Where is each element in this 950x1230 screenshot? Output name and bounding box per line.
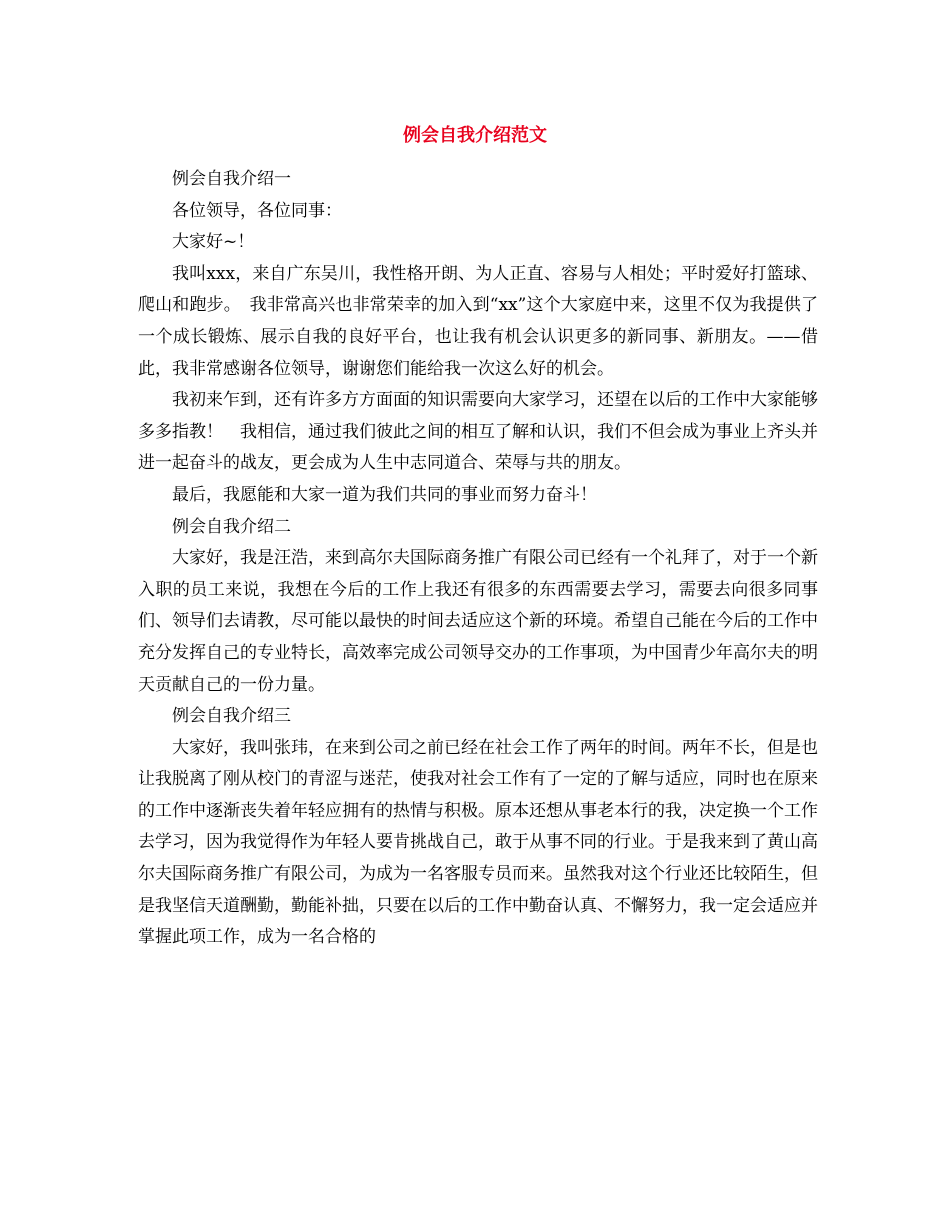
paragraph: 最后，我愿能和大家一道为我们共同的事业而努力奋斗！ — [172, 484, 597, 505]
document-title: 例会自我介绍范文 — [403, 125, 547, 146]
paragraph: 我初来乍到，还有许多方方面面的知识需要向大家学习，还望在以后的工作中大家能够多多指教！ 我相信，通过我们彼此之间的相互了解和认识，我们不但会成为事业上齐头并进一起奋斗的战友，更会成为人生中志同道合、荣辱与共的朋友。 — [138, 390, 818, 474]
document-body — [138, 164, 818, 954]
section-heading-3: 例会自我介绍三 — [172, 706, 291, 727]
salutation: 各位领导，各位同事： — [172, 200, 342, 221]
paragraph: 大家好，我叫张玮，在来到公司之前已经在社会工作了两年的时间。两年不长，但是也让我脱离了刚从校门的青涩与迷茫，使我对社会工作有了一定的了解与适应，同时也在原来的工作中逐渐丧失着年轻应拥有的热情与积极。原本还想从事老本行的我，决定换一个工作去学习，因为我觉得作为年轻人要肯挑战自己，敢于从事不同的行业。于是我来到了黄山高尔夫国际商务推广有限公司，为成为一名客服专员而来。虽然我对这个行业还比较陌生，但是我坚信天道酬勤，勤能补拙，只要在以后的工作中勤奋认真、不懈努力，我一定会适应并掌握此项工作，成为一名合格的 — [138, 737, 818, 948]
paragraph: 大家好，我是汪浩，来到高尔夫国际商务推广有限公司已经有一个礼拜了，对于一个新入职的员工来说，我想在今后的工作上我还有很多的东西需要去学习，需要去向很多同事们、领导们去请教，尽可能以最快的时间去适应这个新的环境。希望自己能在今后的工作中充分发挥自己的专业特长，高效率完成公司领导交办的工作事项，为中国青少年高尔夫的明天贡献自己的一份力量。 — [138, 548, 818, 695]
greeting: 大家好~！ — [172, 232, 255, 253]
paragraph: 我叫xxx，来自广东吴川，我性格开朗、为人正直、容易与人相处；平时爱好打篮球、爬山和跑步。 我非常高兴也非常荣幸的加入到“xx”这个大家庭中来，这里不仅为我提供了一个成长锻炼、展示自我的良好平台，也让我有机会认识更多的新同事、新朋友。——借此，我非常感谢各位领导，谢谢您们能给我一次这么好的机会。 — [138, 263, 818, 379]
section-heading-1: 例会自我介绍一 — [172, 169, 291, 189]
section-heading-2: 例会自我介绍二 — [172, 516, 291, 537]
